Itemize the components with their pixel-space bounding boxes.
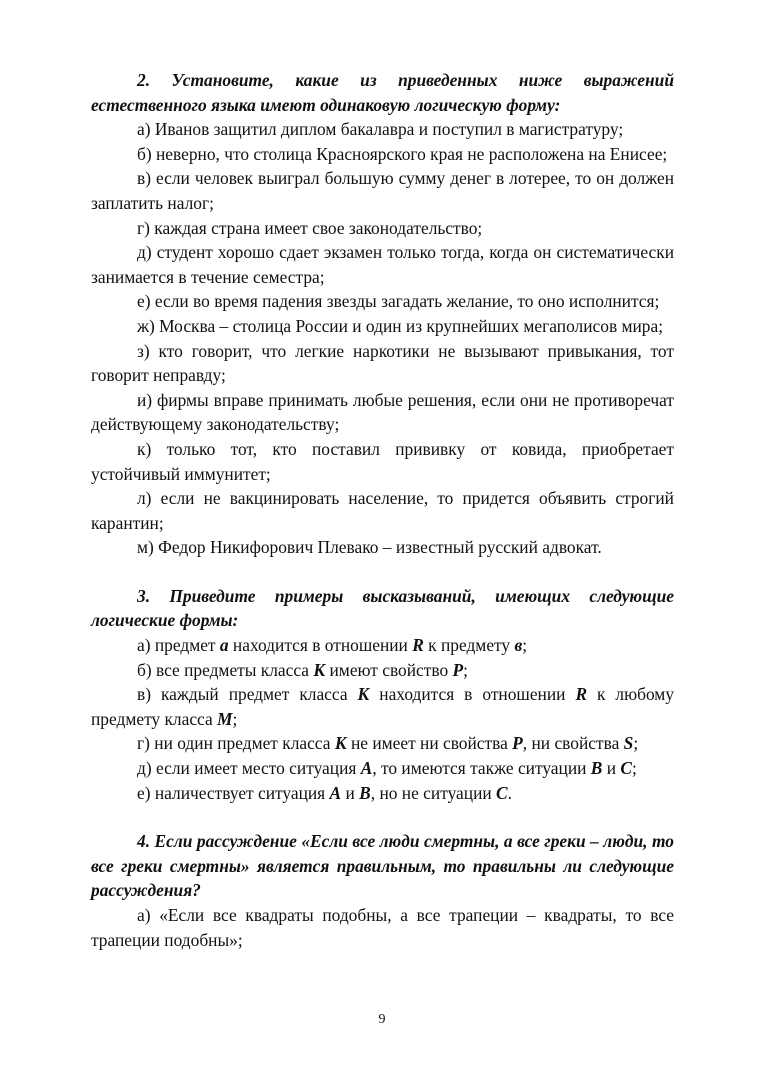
q3-item-v: в) каждый предмет класса К находится в отношении R к любому предмету класса М; [91, 684, 675, 729]
q3-item-g: г) ни один предмет класса К не имеет ни свойства Р, ни свойства S; [137, 733, 639, 754]
q3-item-a: а) предмет а находится в отношении R к предмету в; [137, 635, 528, 656]
q2-item-e: е) если во время падения звезды загадать желание, то оно исполнится; [137, 291, 660, 312]
q2-item-l: л) если не вакцинировать население, то придется объявить строгий карантин; [91, 488, 674, 533]
q4-item-a: а) «Если все квадраты подобны, а все трапеции – квадраты, то все трапеции подобны»; [91, 905, 674, 950]
question-3-title: 3. Приведите примеры высказываний, имеющих следующие логические формы: [91, 585, 674, 631]
variable: С [620, 758, 633, 779]
q2-item-m: м) Федор Никифорович Плевако – известный русский адвокат. [137, 537, 602, 558]
variable: R [412, 635, 424, 656]
variable: А [329, 782, 342, 803]
document-page [91, 68, 674, 952]
q2-item-z: з) кто говорит, что легкие наркотики не вызывают привыкания, тот говорит неправду; [91, 340, 674, 386]
q3-item-b: б) все предметы класса К имеют свойство Р; [137, 659, 468, 680]
q2-item-i: и) фирмы вправе принимать любые решения, если они не противоречат действующему законодательству; [91, 389, 674, 435]
variable: В [590, 758, 603, 779]
variable: К [334, 733, 347, 754]
q2-item-a: а) Иванов защитил диплом бакалавра и поступил в магистратуру; [137, 119, 624, 140]
variable: С [496, 782, 508, 803]
variable: К [313, 659, 326, 680]
variable: Р [512, 733, 523, 754]
q2-item-zh: ж) Москва – столица России и один из крупнейших мегаполисов мира; [137, 315, 664, 336]
variable: R [575, 684, 588, 705]
q2-item-d: д) студент хорошо сдает экзамен только тогда, когда он систематически занимается в течение семестра; [91, 242, 674, 287]
variable: А [360, 758, 373, 779]
variable: К [357, 684, 370, 705]
q2-item-g: г) каждая страна имеет свое законодательство; [137, 217, 483, 238]
variable: в [514, 635, 523, 656]
q3-item-d: д) если имеет место ситуация А, то имеются также ситуации В и С; [137, 758, 637, 779]
q2-item-v: в) если человек выиграл большую сумму денег в лотерее, то он должен заплатить налог; [91, 168, 674, 213]
q3-item-e: е) наличествует ситуация А и В, но не ситуации С. [137, 782, 513, 803]
variable: а [219, 635, 229, 656]
q2-item-b: б) неверно, что столица Красноярского края не расположена на Енисее; [137, 143, 668, 164]
variable: В [359, 782, 371, 803]
variable: Р [452, 659, 464, 680]
question-2-title: 2. Установите, какие из приведенных ниже выражений естественного языка имеют одинаковую логическую форму: [91, 70, 674, 115]
q2-item-k: к) только тот, кто поставил прививку от ковида, приобретает устойчивый иммунитет; [91, 438, 674, 484]
page-number: 9 [378, 1012, 386, 1027]
variable: М [217, 708, 233, 729]
question-4-title: 4. Если рассуждение «Если все люди смертны, а все греки – люди, то все греки смертны» является правильным, то правильны ли следующие рассуждения? [91, 831, 674, 901]
variable: S [623, 733, 634, 754]
